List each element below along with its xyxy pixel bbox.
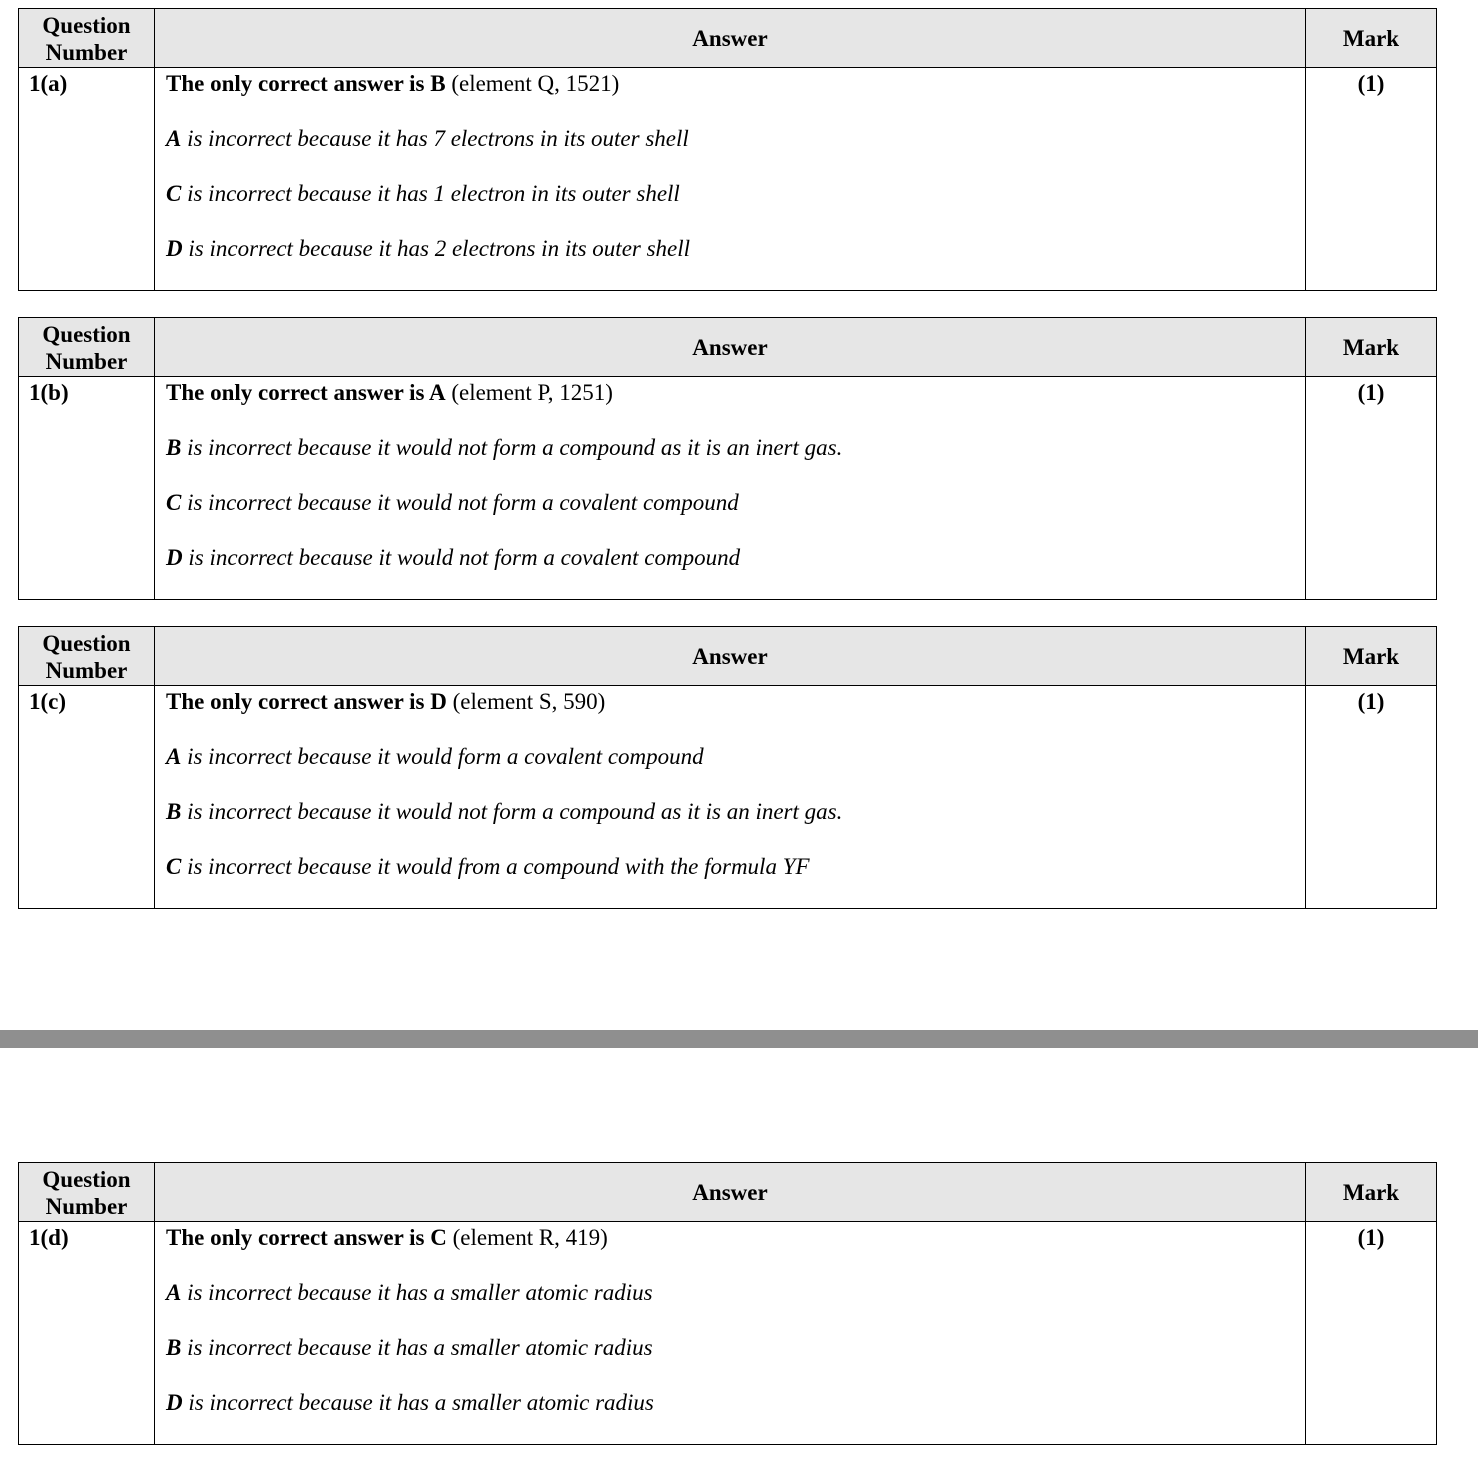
question-header-line1: Question [42,321,131,347]
correct-answer-lead: The only correct answer is D [166,689,447,714]
mark-value: (1) [1306,1222,1437,1445]
question-header-line2: Number [45,348,128,374]
mark-header: Mark [1306,1163,1437,1222]
mark-header: Mark [1306,318,1437,377]
distractor-text: is incorrect because it would not form a covalent compound [182,545,741,570]
correct-answer-detail: (element Q, 1521) [445,71,620,96]
distractor-option: A [166,744,182,769]
answer-cell [155,686,1306,909]
distractor-option: C [166,854,182,879]
correct-answer-lead: The only correct answer is A [166,380,446,405]
distractor-option: B [166,799,182,824]
question-number: 1(b) [19,377,155,600]
distractor-line [166,1279,1305,1307]
answer-row [19,686,1437,909]
question-number: 1(d) [19,1222,155,1445]
correct-answer-detail: (element S, 590) [446,689,606,714]
answer-header: Answer [155,9,1306,68]
header-row [19,318,1437,377]
distractor-text: is incorrect because it would form a covalent compound [181,744,704,769]
answer-cell [155,68,1306,291]
page-divider [0,1030,1478,1048]
header-row [19,627,1437,686]
answer-header: Answer [155,318,1306,377]
mark-scheme-table-1b [18,317,1437,600]
distractor-option: A [166,1280,182,1305]
distractor-line [166,798,1305,826]
mark-scheme-table-1a [18,8,1437,291]
correct-answer-lead: The only correct answer is B [166,71,446,96]
correct-answer-detail: (element P, 1251) [445,380,613,405]
mark-scheme-table-1c [18,626,1437,909]
header-row [19,1163,1437,1222]
mark-value: (1) [1306,68,1437,291]
distractor-line [166,853,1305,881]
question-header-line2: Number [45,1193,128,1219]
distractor-text: is incorrect because it has a smaller atomic radius [181,1280,653,1305]
question-number-header [19,1163,155,1222]
question-number-header [19,9,155,68]
distractor-line [166,544,1305,572]
distractor-option: C [166,181,182,206]
header-row [19,9,1437,68]
distractor-text: is incorrect because it has 7 electrons in its outer shell [181,126,689,151]
answer-row [19,68,1437,291]
distractor-option: D [166,1390,183,1415]
distractor-line [166,489,1305,517]
question-number: 1(c) [19,686,155,909]
question-number-header [19,318,155,377]
distractor-option: C [166,490,182,515]
distractor-text: is incorrect because it would not form a covalent compound [181,490,739,515]
distractor-text: is incorrect because it has a smaller atomic radius [181,1335,653,1360]
distractor-text: is incorrect because it has a smaller atomic radius [182,1390,654,1415]
distractor-line [166,180,1305,208]
distractor-line [166,434,1305,462]
question-header-line1: Question [42,630,131,656]
distractor-line [166,1334,1305,1362]
correct-answer-line [166,1224,1305,1252]
correct-answer-line [166,70,1305,98]
distractor-option: D [166,236,183,261]
mark-value: (1) [1306,686,1437,909]
question-header-line1: Question [42,12,131,38]
distractor-text: is incorrect because it has 2 electrons in its outer shell [182,236,691,261]
question-header-line1: Question [42,1166,131,1192]
distractor-text: is incorrect because it would not form a compound as it is an inert gas. [181,799,843,824]
mark-scheme-table-1d [18,1162,1437,1445]
question-number-header [19,627,155,686]
answer-header: Answer [155,627,1306,686]
distractor-line [166,235,1305,263]
distractor-line [166,1389,1305,1417]
answer-row [19,1222,1437,1445]
mark-value: (1) [1306,377,1437,600]
correct-answer-line [166,688,1305,716]
answer-header: Answer [155,1163,1306,1222]
answer-cell [155,377,1306,600]
correct-answer-lead: The only correct answer is C [166,1225,447,1250]
correct-answer-detail: (element R, 419) [446,1225,608,1250]
mark-header: Mark [1306,9,1437,68]
distractor-option: D [166,545,183,570]
mark-header: Mark [1306,627,1437,686]
distractor-option: A [166,126,182,151]
question-number: 1(a) [19,68,155,291]
distractor-text: is incorrect because it would from a compound with the formula YF [181,854,810,879]
distractor-line [166,743,1305,771]
question-header-line2: Number [45,657,128,683]
question-header-line2: Number [45,39,128,65]
distractor-line [166,125,1305,153]
distractor-text: is incorrect because it would not form a compound as it is an inert gas. [181,435,843,460]
distractor-option: B [166,435,182,460]
answer-row [19,377,1437,600]
distractor-text: is incorrect because it has 1 electron in its outer shell [181,181,680,206]
answer-cell [155,1222,1306,1445]
distractor-option: B [166,1335,182,1360]
correct-answer-line [166,379,1305,407]
